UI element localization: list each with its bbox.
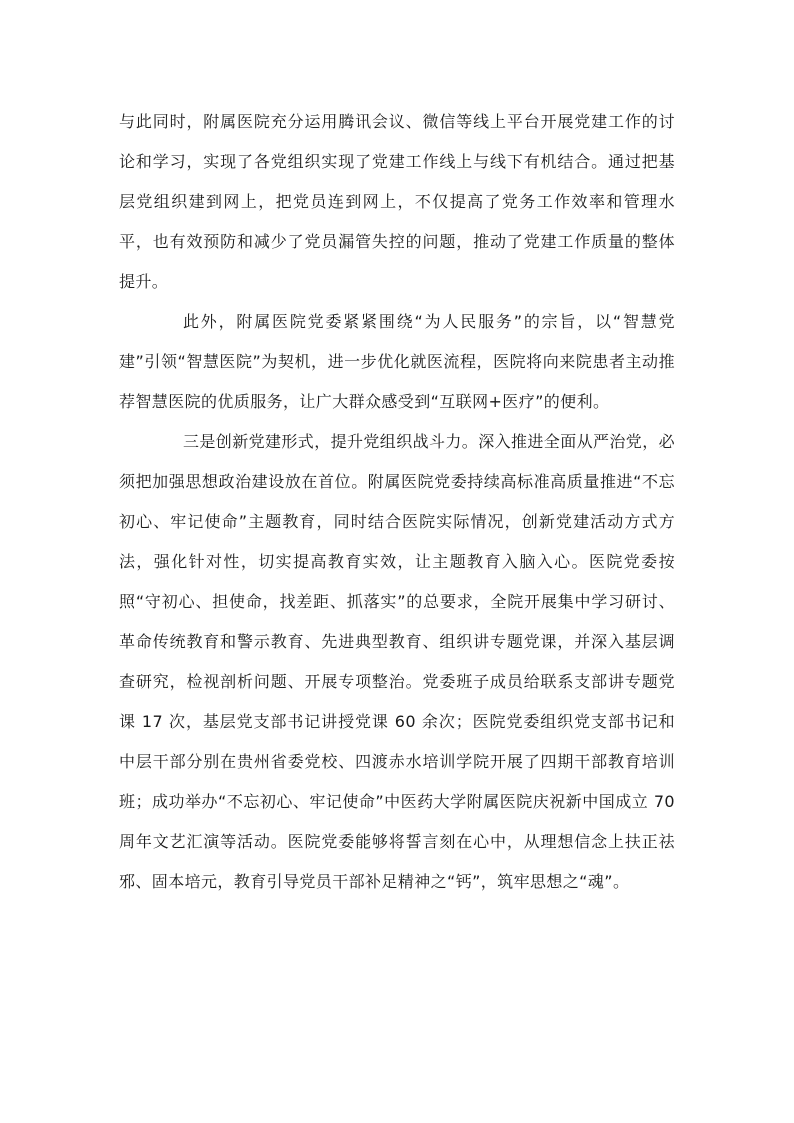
paragraph-online-party-work: 与此同时，附属医院充分运用腾讯会议、微信等线上平台开展党建工作的讨论和学习，实现了各党组织实现了党建工作线上与线下有机结合。通过把基层党组织建到网上，把党员连到网上，不仅提高了党务工作效率和管理水平，也有效预防和减少了党员漏管失控的问题，推动了党建工作质量的整体提升。 bbox=[119, 112, 675, 291]
paragraph-smart-hospital: 此外，附属医院党委紧紧围绕“为人民服务”的宗旨，以“智慧党建”引领“智慧医院”为契机，进一步优化就医流程，医院将向来院患者主动推荐智慧医院的优质服务，让广大群众感受到“互联网+医疗”的便利。 bbox=[119, 312, 675, 411]
document-body bbox=[119, 102, 675, 902]
paragraph-innovate-party-building: 三是创新党建形式，提升党组织战斗力。深入推进全面从严治党，必须把加强思想政治建设放在首位。附属医院党委持续高标准高质量推进“不忘初心、牢记使命”主题教育，同时结合医院实际情况，创新党建活动方式方法，强化针对性，切实提高教育实效，让主题教育入脑入心。医院党委按照“守初心、担使命，找差距、抓落实”的总要求，全院开展集中学习研讨、革命传统教育和警示教育、先进典型教育、组织讲专题党课，并深入基层调查研究，检视剖析问题、开展专项整治。党委班子成员给联系支部讲专题党课 17 次，基层党支部书记讲授党课 60 余次；医院党委组织党支部书记和中层干部分别在贵州省委党校、四渡赤水培训学院开展了四期干部教育培训班；成功举办“不忘初心、牢记使命”中医药大学附属医院庆祝新中国成立 70 周年文艺汇演等活动。医院党委能够将誓言刻在心中，从理想信念上扶正祛邪、固本培元，教育引导党员干部补足精神之“钙”，筑牢思想之“魂”。 bbox=[119, 432, 676, 891]
